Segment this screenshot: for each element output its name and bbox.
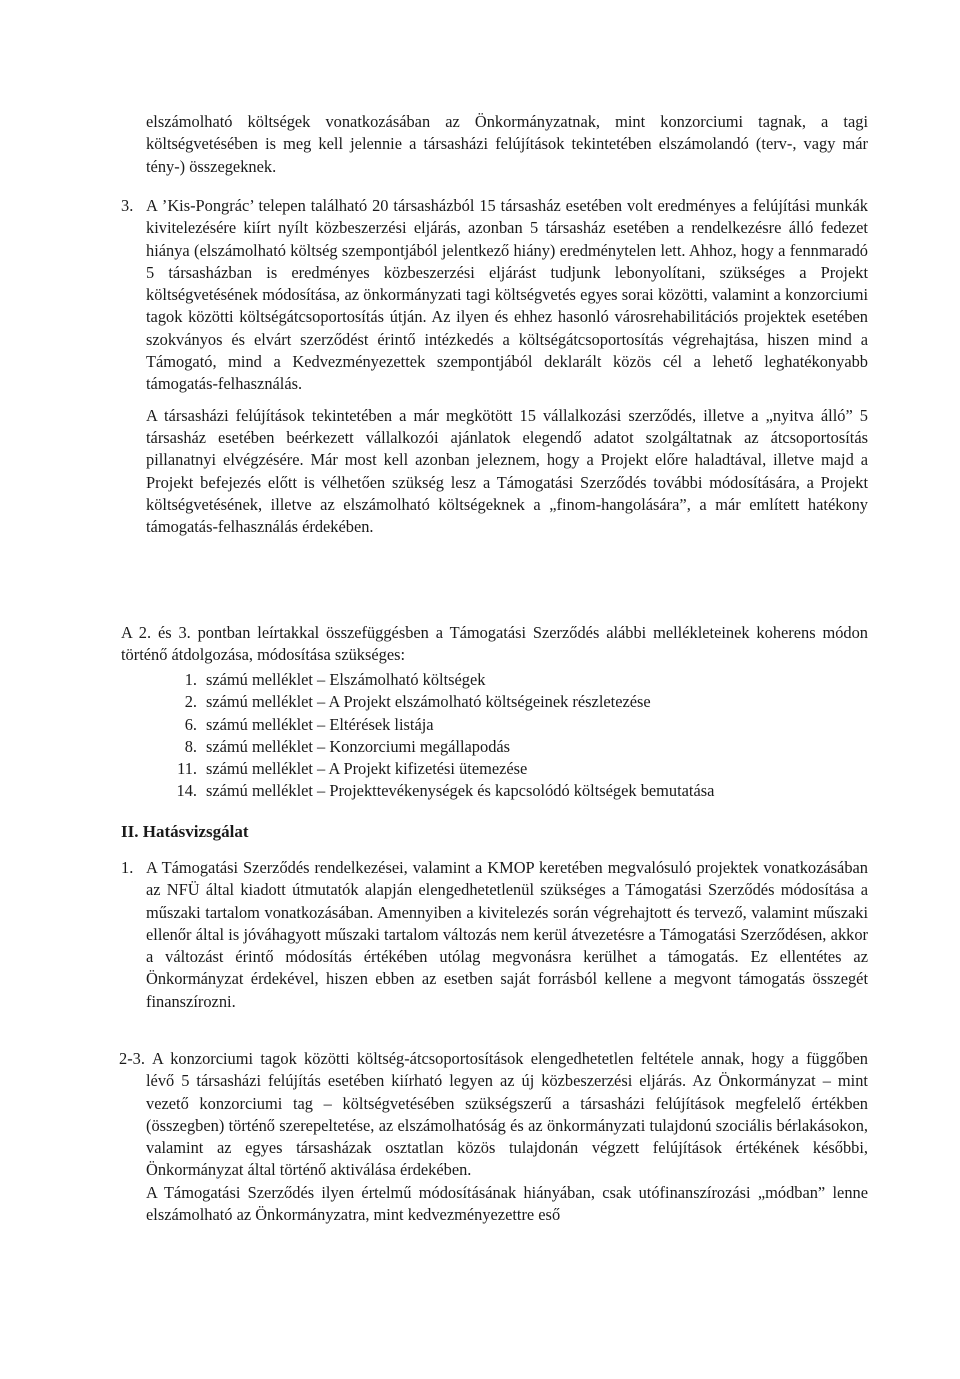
point-3-text: A ’Kis-Pongrác’ telepen található 20 társasházból 15 társasház esetében volt eredményes a felújítási munkák kivitelezésére kiírt nyílt közbeszerzési eljárás, azonban 5 társasház esetében a rendelkezésre álló fedezet hiánya (elszámolható költség szempontjából jelentkező hiány) eredménytelen lett. Ahhoz, hogy a fennmaradó 5 társasházban is eredményes közbeszerzési eljárást tudjunk lebonyolítani, szükséges a Projekt költségvetésének módosítása, az önkormányzati tagi költségvetés egyes sorai közötti, valamint a konzorciumi tagok közötti költségátcsoportosítás útján. Az ilyen és ehhez hasonló városrehabilitációs projektek esetében szokványos és elvárt szerződést érintő intézkedés a költségátcsoportosítás végrehajtása, hiszen mind a Támogató, mind a Kedvezményezettek szempontjából deklarált közös cél a lehető leghatékonyabb támogatás-felhasználás. — [146, 196, 868, 394]
point-3-paragraph-2: A társasházi felújítások tekintetében a már megkötött 15 vállalkozási szerződés, illetve a „nyitva álló” 5 társasház esetében beérkezett vállalkozói ajánlatok elegendő adatot szolgáltatnak az átcsoportosítás pillanatnyi elvégzésére. Már most kell azonban jeleznem, hogy a Projekt előre haladtával, illetve majd a Projekt befejezés előtt is vélhetően szükség lesz a Támogatási Szerződés további módosítására, a Projekt költségvetésének, illetve az elszámolható költségeknek a „finom-hangolására”, a már említett hatékony támogatás-felhasználás érdekében. — [146, 405, 868, 537]
annex-item: 2. számú melléklet – A Projekt elszámolható költségeinek részletezése — [184, 692, 651, 712]
intro-paragraph — [146, 111, 868, 178]
section-heading: II. Hatásvizsgálat — [121, 822, 249, 841]
annex-list — [169, 669, 869, 803]
item-1-number: 1. — [121, 858, 134, 877]
item-2-3-paragraph-2: A Támogatási Szerződés ilyen értelmű módosításának hiányában, csak utófinanszírozási „módban” lenne elszámolható az Önkormányzatra, mint kedvezményezettre eső — [146, 1182, 868, 1225]
summary-text: A 2. és 3. pontban leírtakkal összefüggésben a Támogatási Szerződés alábbi mellékleteinek koherens módon történő átdolgozása, módosítása szükséges: — [121, 623, 868, 665]
item-2-3-number: 2-3. — [119, 1049, 145, 1068]
summary-paragraph — [121, 622, 868, 667]
item-2-3-text: A konzorciumi tagok közötti költség-átcsoportosítások elengedhetetlen feltétele annak, hogy a függőben lévő 5 társasházi felújítás esetében kiírható legyen az új közbeszerzési eljárás. Az Önkormányzat – mint vezető konzorciumi tag – költségvetésében szükségszerű a társasházi felújítások megfelelő értékben (összegben) történő szerepeltetése, az elszámolhatóság és az önkormányzati tulajdonú szociális bérlakásokon, valamint az egyes társasházak osztatlan közös tulajdonán végzett felújítások értékének későbbi, Önkormányzat által történő aktiválása érdekében. — [146, 1049, 868, 1180]
annex-item: 14. számú melléklet – Projekttevékenységek és kapcsolódó költségek bemutatása — [176, 781, 715, 801]
point-3 — [121, 195, 868, 538]
point-3-number: 3. — [121, 196, 134, 215]
section-2-item-1 — [121, 857, 868, 1013]
annex-item: 11. számú melléklet – A Projekt kifizetési ütemezése — [177, 759, 528, 779]
annex-item: 8. számú melléklet – Konzorciumi megállapodás — [184, 736, 511, 756]
section-2-item-2-3 — [119, 1048, 868, 1226]
item-1-text: A Támogatási Szerződés rendelkezései, valamint a KMOP keretében megvalósuló projektek vonatkozásában az NFÜ által kiadott útmutatók alapján elengedhetetlenül szükséges a Támogatási Szerződés módosítása a műszaki tartalom vonatkozásában. Amennyiben a kivitelezés során végrehajtott és tervező, valamint műszaki ellenőr által is jóváhagyott műszaki tartalom változás nem kerül átvezetésre a Támogatási Szerződésen, akkor a változást érintő módosítás értékében utólag megvonásra kerülhet a támogatás. Ez ellentétes az Önkormányzat érdekével, hiszen ebben az esetben saját forrásból kellene a megvont támogatás összegét finanszírozni. — [146, 858, 868, 1011]
intro-text: elszámolható költségek vonatkozásában az Önkormányzatnak, mint konzorciumi tagnak, a tagi költségvetésében is meg kell jelennie a társasházi felújítások tekintetében elszámolandó (terv-, vagy már tény-) összegeknek. — [146, 112, 868, 176]
annex-item: 1. számú melléklet – Elszámolható költségek — [184, 670, 486, 689]
annex-item: 6. számú melléklet – Eltérések listája — [184, 714, 434, 734]
